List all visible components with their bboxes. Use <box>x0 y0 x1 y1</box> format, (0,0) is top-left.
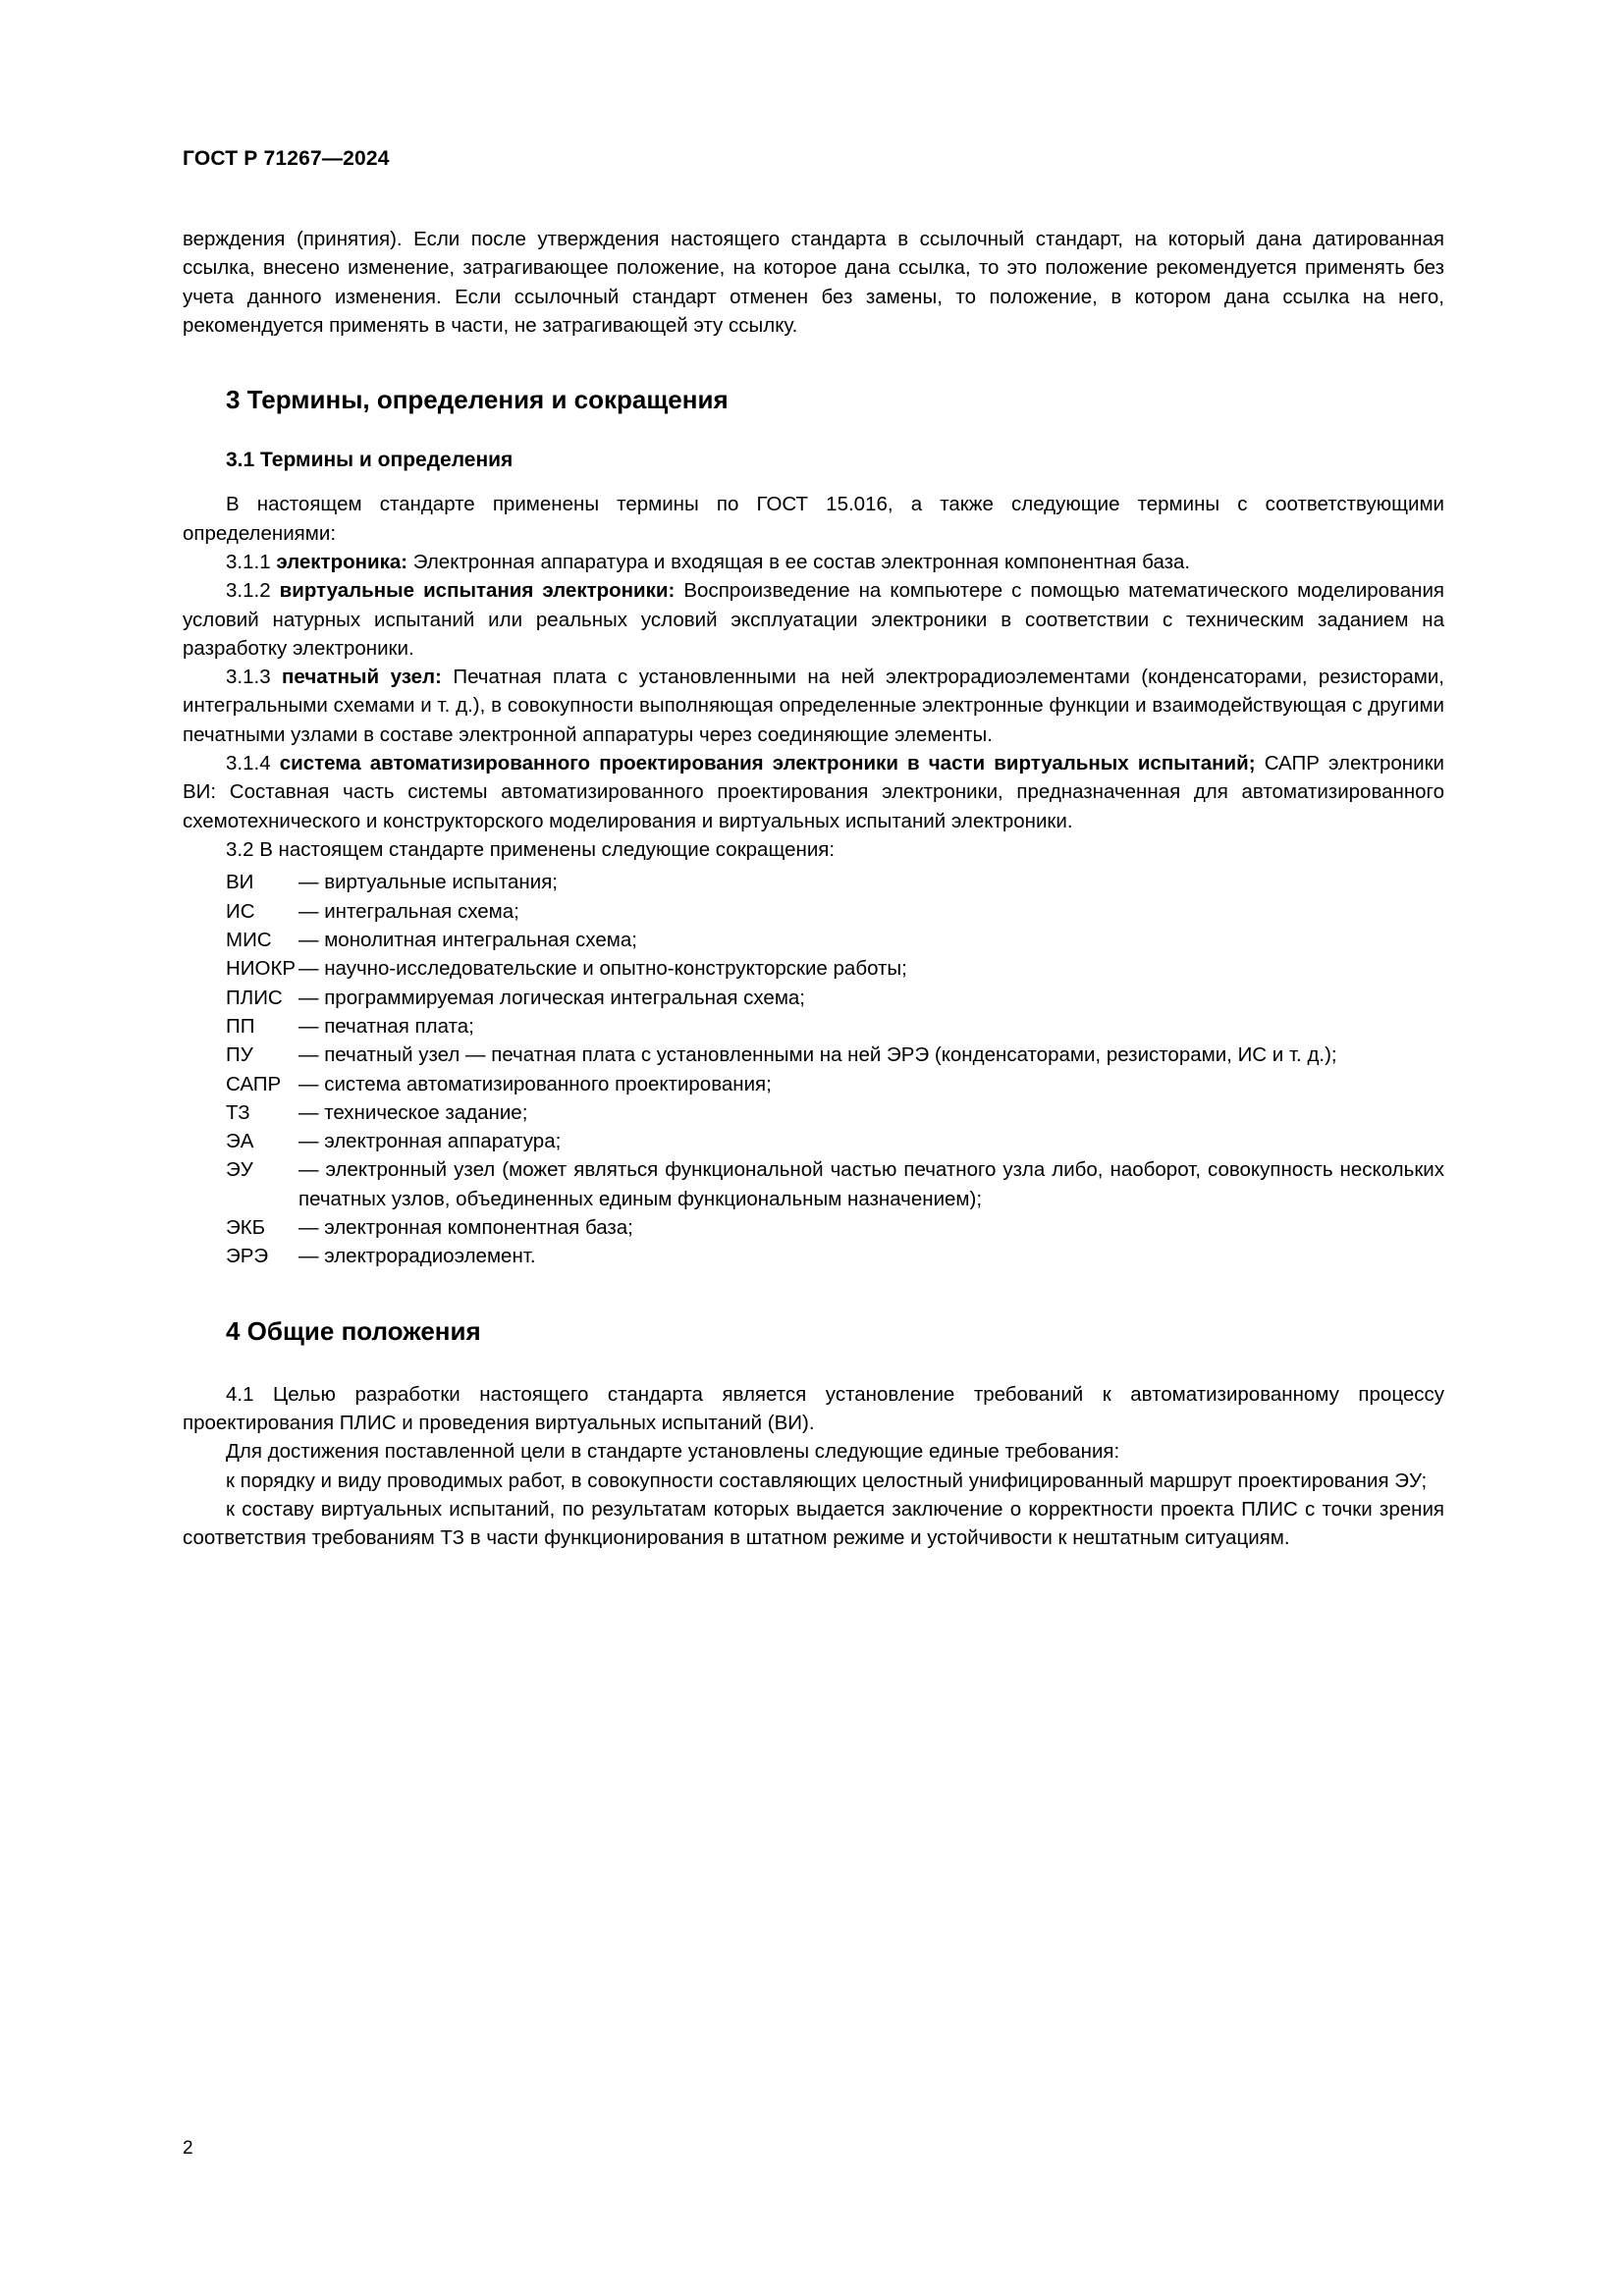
term-3-1-3 <box>183 663 1444 749</box>
term-3-1-1-number: 3.1.1 <box>226 550 271 573</box>
document-header: ГОСТ Р 71267—2024 <box>183 147 390 170</box>
abbreviation-value: — научно-исследовательские и опытно-конструкторские работы; <box>298 957 907 981</box>
abbreviation-row <box>183 1041 1444 1069</box>
section-3-1-heading: 3.1 Термины и определения <box>226 449 514 472</box>
abbreviation-row <box>183 1127 1444 1155</box>
term-3-1-2-definition: Воспроизведение на компьютере с помощью математического моделирования условий натурных испытаний или реальных условий эксплуатации электроники в соответствии с техническим заданием на разработку электроники. <box>183 579 1445 660</box>
abbreviation-value: — программируемая логическая интегральная схема; <box>298 986 806 1009</box>
abbreviation-row <box>183 1098 1444 1127</box>
abbreviation-row <box>183 1155 1444 1213</box>
abbreviation-row <box>183 1070 1444 1098</box>
abbreviation-value: — система автоматизированного проектирования; <box>298 1072 772 1095</box>
term-3-1-4-name: система автоматизированного проектирования электроники в части виртуальных испытаний; <box>279 752 1256 775</box>
abbreviation-row <box>183 926 1444 954</box>
term-3-1-3-name: печатный узел: <box>282 666 442 689</box>
abbreviation-value: — печатный узел — печатная плата с установленными на ней ЭРЭ (конденсаторами, резисторами, ИС и т. д.); <box>298 1043 1337 1067</box>
term-3-1-1-definition: Электронная аппаратура и входящая в ее состав электронная компонентная база. <box>412 550 1191 573</box>
section-4-paragraph-1: 4.1 Целью разработки настоящего стандарта является установление требований к автоматизированному процессу проектирования ПЛИС и проведения виртуальных испытаний (ВИ). <box>183 1382 1444 1434</box>
term-3-1-1-name: электроника: <box>276 550 408 573</box>
section-3-2-intro: 3.2 В настоящем стандарте применены следующие сокращения: <box>226 838 836 861</box>
abbreviation-row <box>183 897 1444 926</box>
abbreviation-key: ПП <box>226 1014 255 1038</box>
abbreviation-key: ВИ <box>226 871 254 894</box>
section-4-paragraph-2: Для достижения поставленной цели в стандарте установлены следующие единые требования: <box>226 1440 1120 1464</box>
intro-paragraph: верждения (принятия). Если после утверждения настоящего стандарта в ссылочный стандарт, на который дана датированная ссылка, внесено изменение, затрагивающее положение, на которое дана ссылка, то это положение рекомендуется применять без учета данного изменения. Если ссылочный стандарт отменен без замены, то положение, в котором дана ссылка на него, рекомендуется применять в части, не затрагивающей эту ссылку. <box>183 228 1444 337</box>
abbreviation-key: ИС <box>226 899 255 923</box>
term-3-1-2-name: виртуальные испытания электроники: <box>279 579 676 603</box>
abbreviation-value: — интегральная схема; <box>298 899 519 923</box>
section-3-1-intro: В настоящем стандарте применены термины по ГОСТ 15.016, а также следующие термины с соответствующими определениями: <box>183 493 1444 545</box>
abbreviation-value: — электронный узел (может являться функциональной частью печатного узла либо, наоборот, совокупность нескольких печатных узлов, объединенных единым функциональным назначением); <box>298 1158 1444 1210</box>
abbreviation-value: — техническое задание; <box>298 1100 528 1124</box>
abbreviation-value: — виртуальные испытания; <box>298 871 558 894</box>
abbreviation-key: ПЛИС <box>226 986 283 1009</box>
abbreviation-row <box>183 984 1444 1012</box>
abbreviation-value: — электронная компонентная база; <box>298 1216 633 1240</box>
abbreviation-row <box>183 1012 1444 1041</box>
abbreviation-value: — печатная плата; <box>298 1014 474 1038</box>
abbreviation-key: ЭУ <box>226 1158 253 1182</box>
abbreviation-key: МИС <box>226 928 272 951</box>
abbreviation-row <box>183 1242 1444 1270</box>
term-3-1-3-number: 3.1.3 <box>226 666 271 689</box>
term-3-1-2-number: 3.1.2 <box>226 579 271 603</box>
abbreviation-value: — электрорадиоэлемент. <box>298 1245 536 1268</box>
abbreviation-row <box>183 954 1444 983</box>
abbreviation-key: ЭКБ <box>226 1216 266 1240</box>
page-content <box>183 147 1444 1553</box>
term-3-1-4 <box>183 749 1444 835</box>
page-number: 2 <box>183 2138 193 2159</box>
section-4-heading: 4 Общие положения <box>226 1315 481 1346</box>
section-3-heading: 3 Термины, определения и сокращения <box>226 385 729 415</box>
abbreviation-value: — монолитная интегральная схема; <box>298 928 637 951</box>
abbreviation-key: ПУ <box>226 1043 253 1067</box>
term-3-1-4-definition: САПР электроники ВИ: Составная часть системы автоматизированного проектирования электроники, предназначенная для автоматизированного схемотехнического и конструкторского моделирования и виртуальных испытаний электроники. <box>183 752 1444 832</box>
abbreviation-key: САПР <box>226 1072 282 1095</box>
abbreviation-row <box>183 868 1444 896</box>
term-3-1-1 <box>183 548 1444 576</box>
abbreviation-row <box>183 1213 1444 1242</box>
abbreviation-list <box>183 868 1444 1270</box>
term-3-1-3-definition: Печатная плата с установленными на ней электрорадиоэлементами (конденсаторами, резисторами, интегральными схемами и т. д.), в совокупности выполняющая определенные электронные функции и взаимодействующая с другими печатными узлами в составе электронной аппаратуры через соединяющие элементы. <box>183 666 1444 746</box>
abbreviation-key: ТЗ <box>226 1100 250 1124</box>
term-3-1-2 <box>183 576 1444 663</box>
abbreviation-key: НИОКР <box>226 957 297 981</box>
abbreviation-value: — электронная аппаратура; <box>298 1130 562 1153</box>
abbreviation-key: ЭА <box>226 1130 254 1153</box>
section-4-paragraph-3: к порядку и виду проводимых работ, в совокупности составляющих целостный унифицированный маршрут проектирования ЭУ; <box>226 1468 1428 1492</box>
term-3-1-4-number: 3.1.4 <box>226 752 271 775</box>
section-4-paragraph-4: к составу виртуальных испытаний, по результатам которых выдается заключение о корректности проекта ПЛИС с точки зрения соответствия требованиям ТЗ в части функционирования в штатном режиме и устойчивости к нештатным ситуациям. <box>183 1497 1444 1550</box>
abbreviation-key: ЭРЭ <box>226 1245 269 1268</box>
